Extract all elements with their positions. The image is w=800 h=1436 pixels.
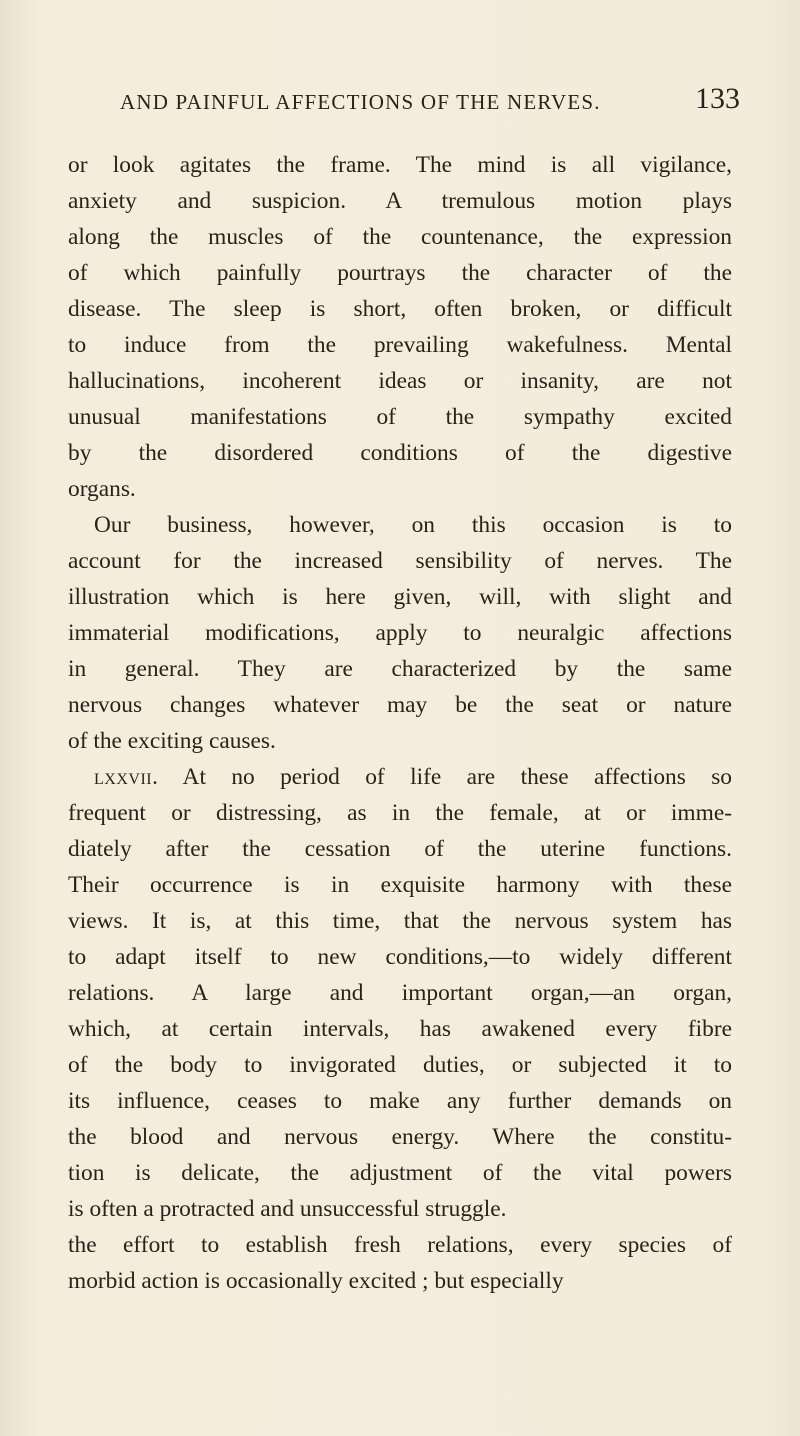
text-line: morbid action is occasionally excited ; but especially: [68, 1268, 564, 1294]
text-line: or look agitates the frame. The mind is all vigilance,: [68, 152, 732, 178]
text-line: its influence, ceases to make any further demands on: [68, 1088, 732, 1114]
text-line: disease. The sleep is short, often broken, or difficult: [68, 296, 732, 322]
text-line: relations. A large and important organ,—an organ,: [68, 980, 732, 1006]
text-line: anxiety and suspicion. A tremulous motion plays: [68, 188, 732, 214]
text-line: illustration which is here given, will, with slight and: [68, 584, 732, 610]
text-line: in general. They are characterized by the same: [68, 656, 732, 682]
text-line: of the body to invigorated duties, or subjected it to: [68, 1052, 732, 1078]
text-line: hallucinations, incoherent ideas or insanity, are not: [68, 368, 732, 394]
text-line: diately after the cessation of the uterine functions.: [68, 836, 732, 862]
text-line: of the exciting causes.: [68, 728, 276, 754]
text-line: by the disordered conditions of the digestive: [68, 440, 732, 466]
text-line: organs.: [68, 476, 136, 502]
running-head: [120, 78, 740, 118]
section-marker: lxxvii.: [94, 764, 159, 790]
text-line: At no period of life are these affections so: [182, 764, 732, 790]
page-number: 133: [695, 82, 740, 115]
text-line: unusual manifestations of the sympathy excited: [68, 404, 732, 430]
text-line: to induce from the prevailing wakefulness. Mental: [68, 332, 732, 358]
running-title: AND PAINFUL AFFECTIONS OF THE NERVES.: [120, 90, 601, 114]
text-line: nervous changes whatever may be the seat or nature: [68, 692, 732, 718]
body-text: [68, 147, 732, 1299]
paragraph-first-line: Our business, however, on this occasion is to: [94, 512, 732, 538]
text-line: views. It is, at this time, that the nervous system has: [68, 908, 732, 934]
text-line: tion is delicate, the adjustment of the vital powers: [68, 1160, 732, 1186]
text-line: of which painfully pourtrays the character of the: [68, 260, 732, 286]
text-line: account for the increased sensibility of nerves. The: [68, 548, 732, 574]
text-line: the blood and nervous energy. Where the constitu-: [68, 1124, 732, 1150]
paragraph-first-line: [68, 759, 732, 795]
text-line: to adapt itself to new conditions,—to widely different: [68, 944, 732, 970]
text-line: which, at certain intervals, has awakened every fibre: [68, 1016, 732, 1042]
text-line: along the muscles of the countenance, the expression: [68, 224, 732, 250]
text-line: the effort to establish fresh relations, every species of: [68, 1232, 732, 1258]
text-line: Their occurrence is in exquisite harmony with these: [68, 872, 732, 898]
text-line: immaterial modifications, apply to neuralgic affections: [68, 620, 732, 646]
text-line: frequent or distressing, as in the female, at or imme-: [68, 800, 732, 826]
text-line: is often a protracted and unsuccessful struggle.: [68, 1196, 507, 1222]
